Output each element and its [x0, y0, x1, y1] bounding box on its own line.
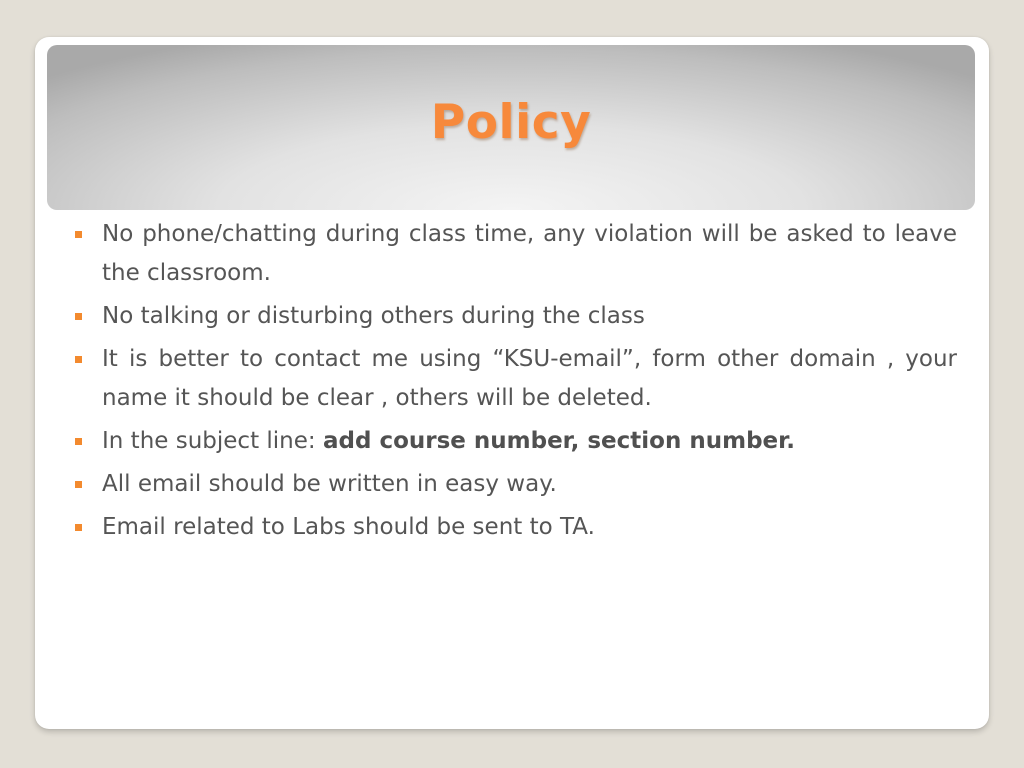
bullet-text [102, 428, 795, 454]
list-item [72, 422, 957, 461]
square-bullet-icon [75, 524, 82, 531]
bullet-text: All email should be written in easy way. [102, 471, 557, 497]
square-bullet-icon [75, 356, 82, 363]
square-bullet-icon [75, 231, 82, 238]
square-bullet-icon [75, 313, 82, 320]
title-banner [47, 45, 975, 210]
bullet-list [72, 215, 957, 551]
bullet-text: It is better to contact me using “KSU-email”, form other domain , your name it should be clear , others will be deleted. [102, 346, 957, 411]
slide [35, 37, 989, 729]
list-item [72, 215, 957, 293]
bullet-text-prefix: In the subject line: [102, 428, 323, 454]
list-item [72, 465, 957, 504]
slide-title: Policy [430, 95, 592, 150]
bullet-text-bold: add course number, section number. [322, 428, 795, 454]
list-item [72, 297, 957, 336]
square-bullet-icon [75, 481, 82, 488]
list-item [72, 508, 957, 547]
square-bullet-icon [75, 438, 82, 445]
bullet-text: No phone/chatting during class time, any violation will be asked to leave the classroom. [102, 221, 957, 286]
bullet-text: Email related to Labs should be sent to TA. [102, 514, 595, 540]
list-item [72, 340, 957, 418]
bullet-text: No talking or disturbing others during the class [102, 303, 645, 329]
